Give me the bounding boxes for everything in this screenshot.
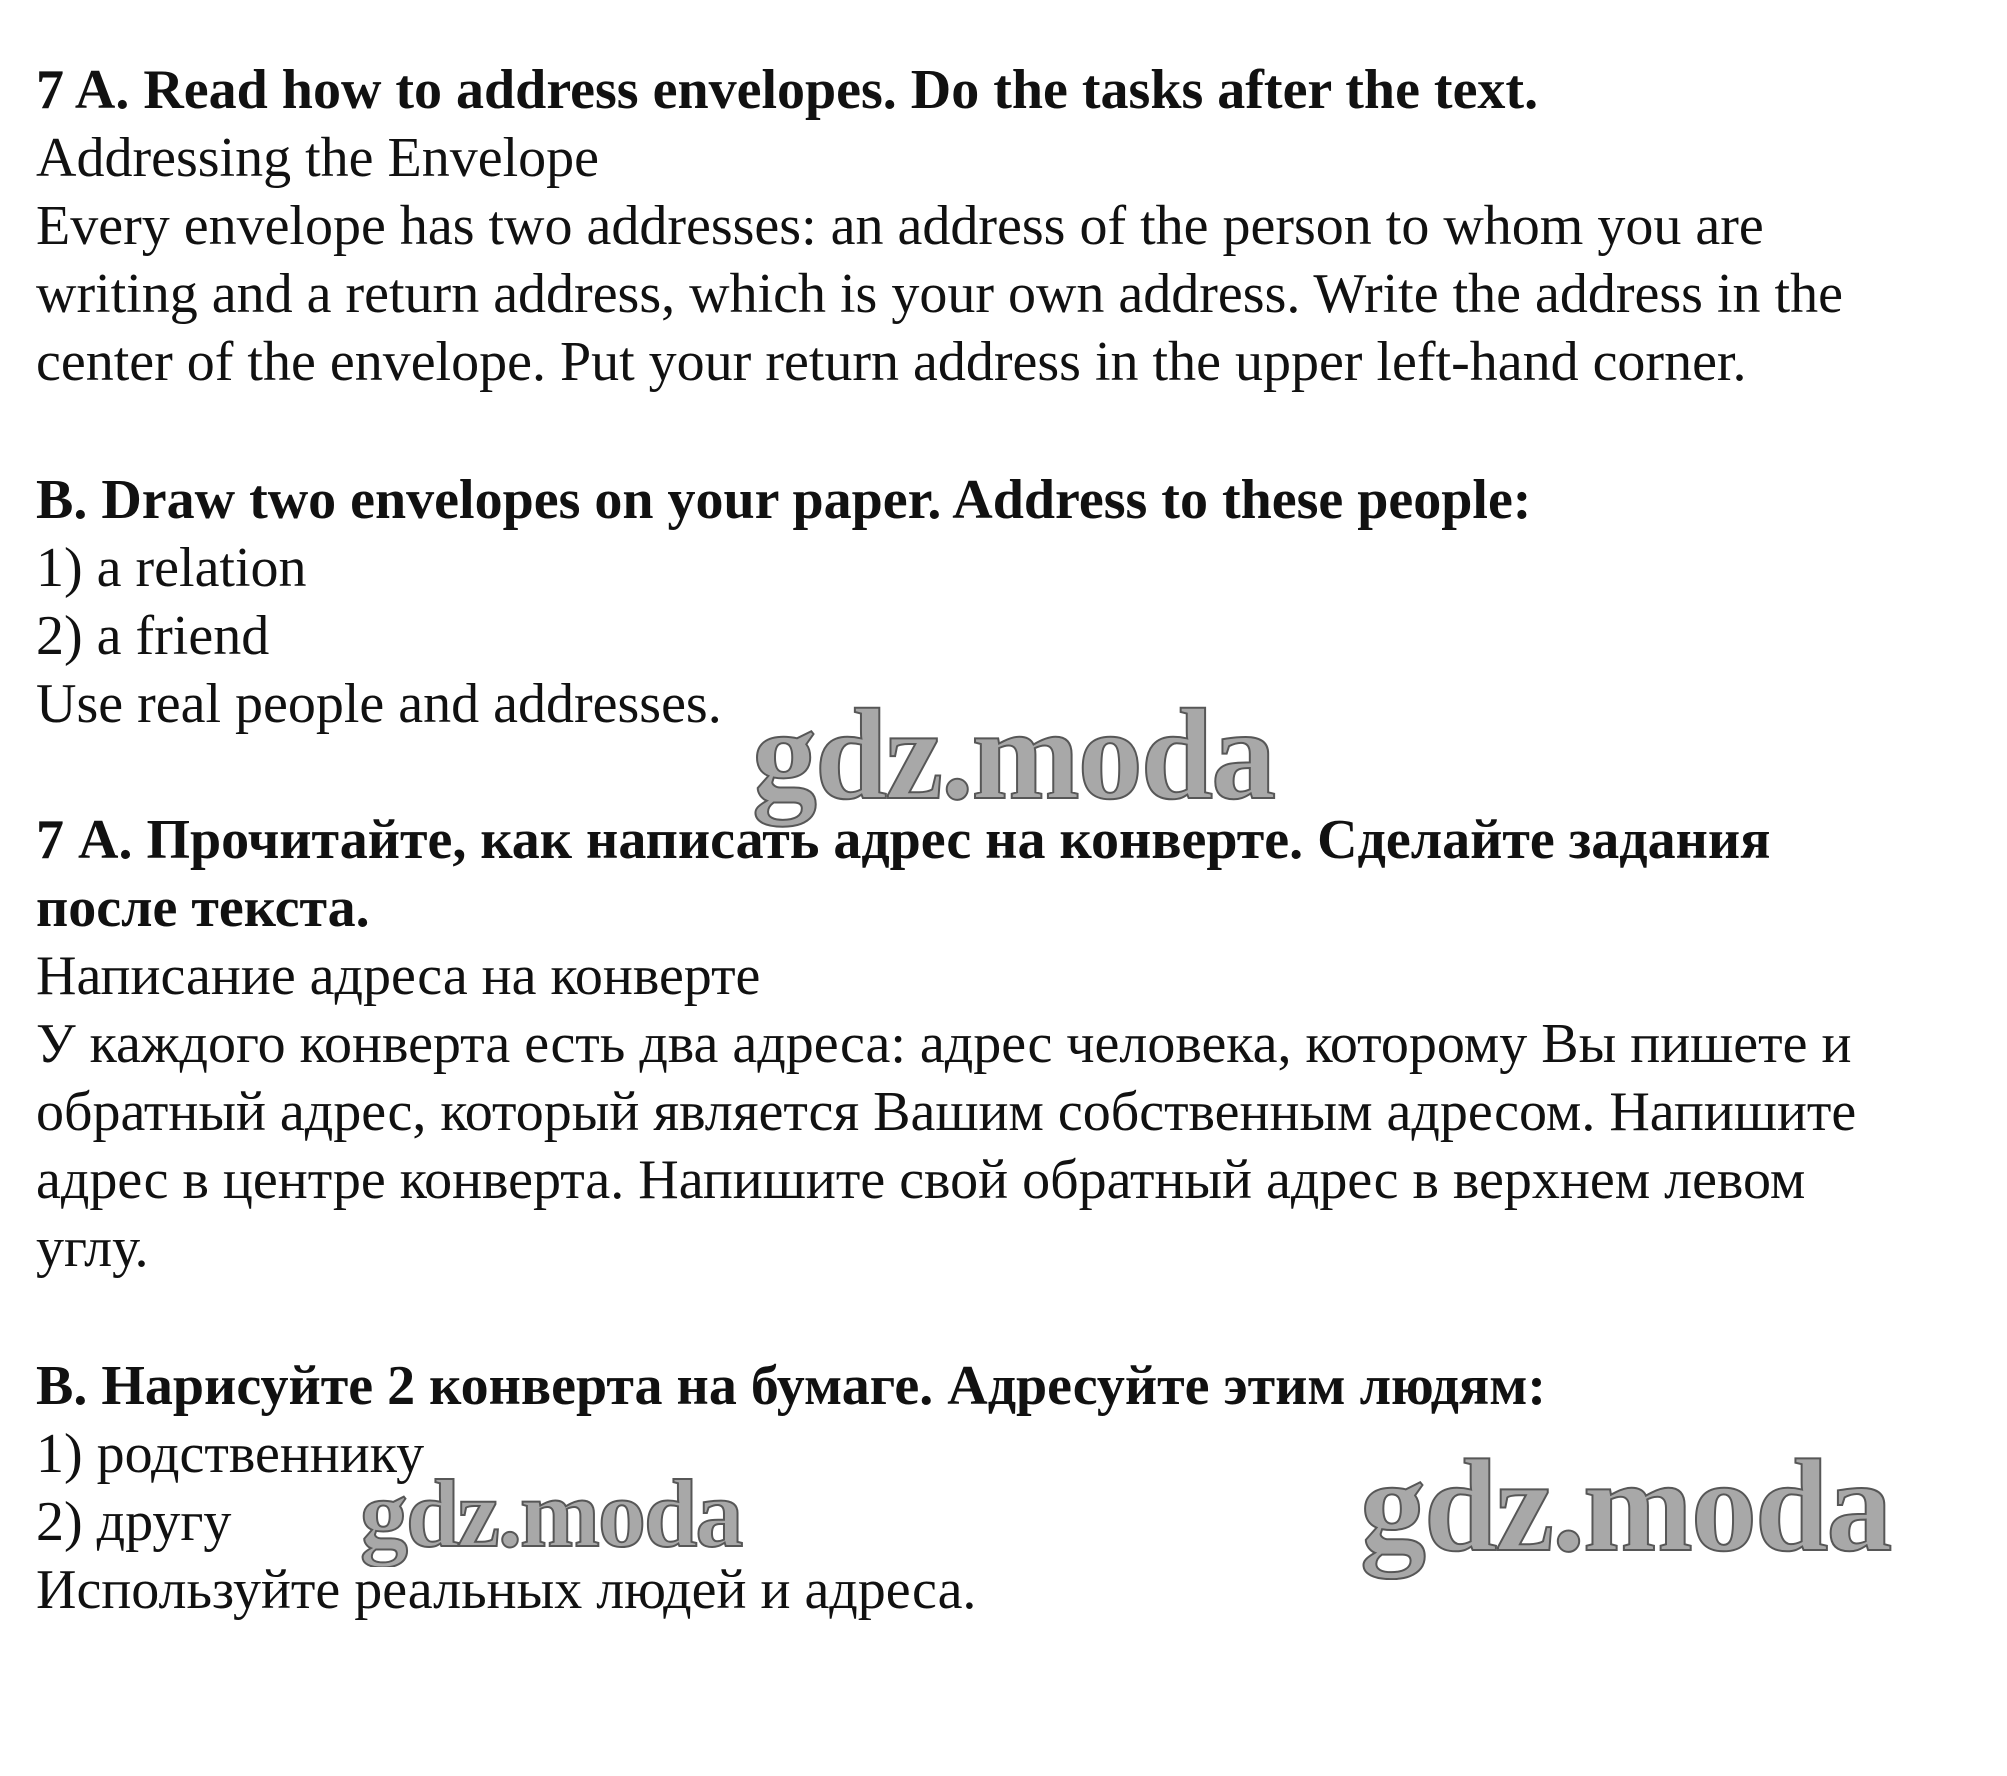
watermark-logo: gdz.moda bbox=[360, 1460, 742, 1567]
list-item: 2) a friend bbox=[36, 605, 270, 667]
task-b-heading-ru: В. Нарисуйте 2 конверта на бумаге. Адресуйте этим людям: bbox=[36, 1355, 1547, 1417]
paragraph-line-ru: У каждого конверта есть два адреса: адрес человека, которому Вы пишете и bbox=[36, 1013, 1852, 1075]
task-b-heading: B. Draw two envelopes on your paper. Address to these people: bbox=[36, 469, 1532, 531]
closing-line-ru: Используйте реальных людей и адреса. bbox=[36, 1559, 977, 1621]
text-title: Addressing the Envelope bbox=[36, 127, 599, 189]
list-item: 1) a relation bbox=[36, 537, 307, 599]
paragraph-line-ru: обратный адрес, который является Вашим собственным адресом. Напишите bbox=[36, 1081, 1857, 1143]
watermark-logo: gdz.moda bbox=[1360, 1432, 1891, 1579]
paragraph-line: Every envelope has two addresses: an address of the person to whom you are bbox=[36, 195, 1764, 257]
paragraph-line-ru: углу. bbox=[36, 1217, 149, 1279]
paragraph-line: center of the envelope. Put your return address in the upper left-hand corner. bbox=[36, 331, 1747, 393]
list-item-ru: 2) другу bbox=[36, 1491, 232, 1553]
task-a-heading-ru: после текста. bbox=[36, 877, 370, 939]
task-a-heading: 7 A. Read how to address envelopes. Do the tasks after the text. bbox=[36, 59, 1539, 121]
paragraph-line-ru: адрес в центре конверта. Напишите свой обратный адрес в верхнем левом bbox=[36, 1149, 1806, 1211]
closing-line: Use real people and addresses. bbox=[36, 673, 722, 735]
task-a-heading-ru: 7 А. Прочитайте, как написать адрес на конверте. Сделайте задания bbox=[36, 809, 1771, 871]
list-item-ru: 1) родственнику bbox=[36, 1423, 425, 1485]
text-title-ru: Написание адреса на конверте bbox=[36, 945, 761, 1007]
paragraph-line: writing and a return address, which is your own address. Write the address in the bbox=[36, 263, 1843, 325]
watermark-logo: gdz.moda bbox=[752, 683, 1275, 827]
